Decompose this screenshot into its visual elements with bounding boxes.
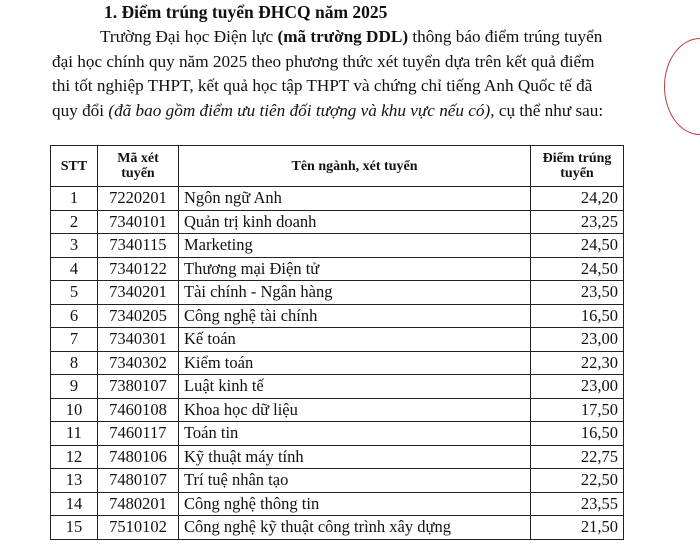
code-cell: 7340205 — [98, 304, 179, 328]
code-cell: 7380107 — [98, 375, 179, 399]
major-name-cell: Trí tuệ nhân tạo — [179, 469, 531, 493]
score-cell: 16,50 — [531, 304, 624, 328]
score-cell: 22,50 — [531, 469, 624, 493]
paragraph-text: Trường Đại học Điện lực — [100, 27, 278, 46]
stt-cell: 9 — [51, 375, 98, 399]
table-row — [51, 210, 624, 234]
table-row — [51, 469, 624, 493]
table-row — [51, 187, 624, 211]
score-cell: 23,25 — [531, 210, 624, 234]
stt-cell: 6 — [51, 304, 98, 328]
paragraph-text: quy đổi — [52, 100, 109, 120]
table-row — [51, 328, 624, 352]
table-row — [51, 304, 624, 328]
table-header-row — [51, 146, 624, 187]
stt-cell: 3 — [51, 234, 98, 258]
score-cell: 23,55 — [531, 492, 624, 516]
score-cell: 23,00 — [531, 328, 624, 352]
table-row — [51, 281, 624, 305]
school-code-text: (mã trường DDL) — [277, 27, 409, 46]
code-cell: 7340302 — [98, 351, 179, 375]
admission-score-table — [50, 145, 624, 540]
stt-cell: 8 — [51, 351, 98, 375]
table-row — [51, 398, 624, 422]
major-name-cell: Kỹ thuật máy tính — [179, 445, 531, 469]
code-cell: 7510102 — [98, 516, 179, 540]
score-cell: 23,50 — [531, 281, 624, 305]
table-row — [51, 516, 624, 540]
code-cell: 7340122 — [98, 257, 179, 281]
major-name-cell: Kiểm toán — [179, 351, 531, 375]
major-name-cell: Công nghệ thông tin — [179, 492, 531, 516]
major-name-cell: Công nghệ tài chính — [179, 304, 531, 328]
major-name-cell: Công nghệ kỹ thuật công trình xây dựng — [179, 516, 531, 540]
score-cell: 24,20 — [531, 187, 624, 211]
major-name-cell: Kế toán — [179, 328, 531, 352]
code-cell: 7460108 — [98, 398, 179, 422]
table-body — [51, 187, 624, 540]
code-cell: 7340115 — [98, 234, 179, 258]
header-stt: STT — [51, 146, 98, 187]
major-name-cell: Thương mại Điện tử — [179, 257, 531, 281]
major-name-cell: Marketing — [179, 234, 531, 258]
major-name-cell: Tài chính - Ngân hàng — [179, 281, 531, 305]
stt-cell: 11 — [51, 422, 98, 446]
table-row — [51, 351, 624, 375]
paragraph-text: , cụ thể như sau: — [490, 100, 604, 120]
major-name-cell: Khoa học dữ liệu — [179, 398, 531, 422]
stt-cell: 1 — [51, 187, 98, 211]
stt-cell: 15 — [51, 516, 98, 540]
paragraph-line-3: thi tốt nghiệp THPT, kết quả học tập THPT và chứng chỉ tiếng Anh Quốc tế đã — [52, 76, 593, 95]
intro-paragraph — [52, 25, 652, 123]
table-row — [51, 422, 624, 446]
header-code: Mã xét tuyển — [98, 146, 179, 187]
red-seal-edge — [664, 38, 700, 135]
stt-cell: 4 — [51, 257, 98, 281]
score-cell: 24,50 — [531, 234, 624, 258]
major-name-cell: Luật kinh tế — [179, 375, 531, 399]
code-cell: 7340201 — [98, 281, 179, 305]
paragraph-line-2: đại học chính quy năm 2025 theo phương thức xét tuyển dựa trên kết quả điểm — [52, 51, 595, 71]
major-name-cell: Ngôn ngữ Anh — [179, 187, 531, 211]
score-cell: 22,75 — [531, 445, 624, 469]
table-row — [51, 445, 624, 469]
stt-cell: 7 — [51, 328, 98, 352]
code-cell: 7460117 — [98, 422, 179, 446]
code-cell: 7480106 — [98, 445, 179, 469]
stt-cell: 10 — [51, 398, 98, 422]
score-cell: 21,50 — [531, 516, 624, 540]
code-cell: 7480201 — [98, 492, 179, 516]
section-heading: 1. Điểm trúng tuyển ĐHCQ năm 2025 — [104, 2, 388, 22]
header-name: Tên ngành, xét tuyển — [179, 146, 531, 187]
major-name-cell: Toán tin — [179, 422, 531, 446]
stt-cell: 2 — [51, 210, 98, 234]
stt-cell: 14 — [51, 492, 98, 516]
code-cell: 7340301 — [98, 328, 179, 352]
paragraph-line-4 — [52, 99, 652, 124]
score-cell: 23,00 — [531, 375, 624, 399]
stt-cell: 12 — [51, 445, 98, 469]
score-cell: 22,30 — [531, 351, 624, 375]
code-cell: 7340101 — [98, 210, 179, 234]
table-row — [51, 492, 624, 516]
header-score: Điểm trúng tuyển — [531, 146, 624, 187]
paragraph-text: thông báo điểm trúng tuyển — [408, 27, 603, 46]
major-name-cell: Quản trị kinh doanh — [179, 210, 531, 234]
code-cell: 7220201 — [98, 187, 179, 211]
table-row — [51, 375, 624, 399]
paragraph-line-1 — [52, 25, 652, 50]
priority-note-text: (đã bao gồm điểm ưu tiên đối tượng và khu vực nếu có) — [108, 100, 491, 120]
score-cell: 17,50 — [531, 398, 624, 422]
stt-cell: 13 — [51, 469, 98, 493]
table-row — [51, 234, 624, 258]
stt-cell: 5 — [51, 281, 98, 305]
score-cell: 24,50 — [531, 257, 624, 281]
table-row — [51, 257, 624, 281]
code-cell: 7480107 — [98, 469, 179, 493]
score-cell: 16,50 — [531, 422, 624, 446]
